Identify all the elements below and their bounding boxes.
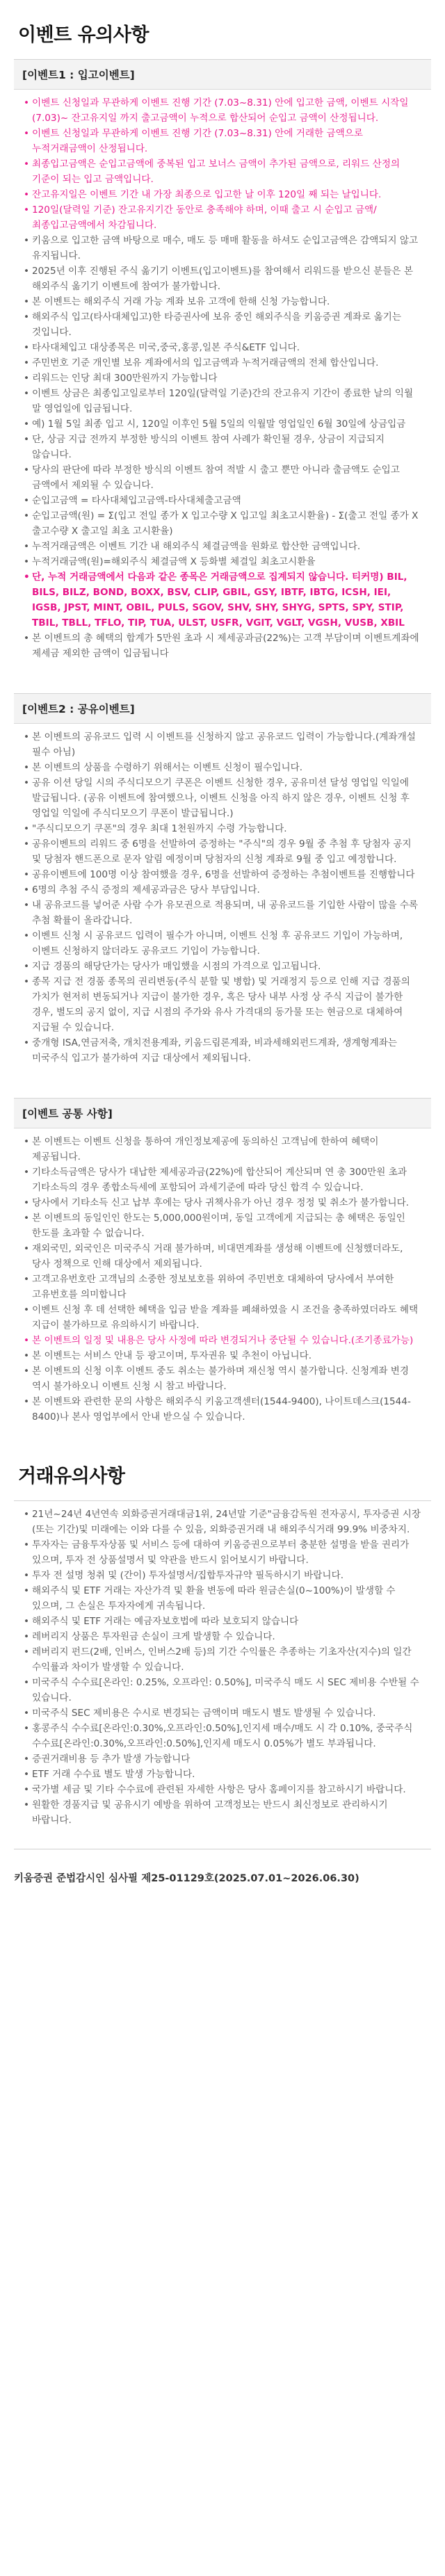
notice-item: • 6명의 추첨 주식 증정의 제세공과금은 당사 부담입니다. [24, 882, 421, 898]
notice-item: • 투자 전 설명 청취 및 (간이) 투자설명서/집합투자규약 필독하시기 바랍니다. [24, 1568, 421, 1583]
notice-item: • 본 이벤트의 일정 및 내용은 당사 사정에 따라 변경되거나 중단될 수 있습니다.(조기종료가능) [24, 1333, 421, 1348]
trade-notice-list [14, 1501, 431, 1839]
section-spacer [0, 672, 445, 693]
trade-notice-title: 거래유의사항 [18, 1466, 125, 1487]
notice-item: • 2025년 이후 진행된 주식 옮기기 이벤트(입고이벤트)를 참여해서 리워드를 받으신 분들은 본 해외주식 옮기기 이벤트에 참여가 불가합니다. [24, 264, 421, 294]
notice-item: • 키움으로 입고한 금액 바탕으로 매수, 매도 등 매매 활동을 하셔도 순입고금액은 감액되지 않고 유지됩니다. [24, 233, 421, 264]
notice-item: • 리워드는 인당 최대 300만원까지 가능합니다 [24, 371, 421, 386]
notice-item: • 공유이벤트의 리워드 중 6명을 선발하여 증정하는 "주식"의 경우 9월 중 추첨 후 당첨자 공지 및 당첨자 핸드폰으로 문자 알림 예정이며 당첨자의 신청 계좌로 9월 중 입고 예정합니다. [24, 836, 421, 867]
notice-item: • 예) 1월 5일 최종 입고 시, 120일 이후인 5월 5일의 익월말 영업일인 6월 30일에 상금입금 [24, 416, 421, 432]
notice-item: • 레버리지 펀드(2배, 인버스, 인버스2배 등)의 기간 수익률은 추종하는 기초자산(지수)의 일간 수익률과 차이가 발생할 수 있습니다. [24, 1644, 421, 1675]
event-notice-title: 이벤트 유의사항 [18, 24, 149, 46]
section-heading: [이벤트 공통 사항] [14, 1099, 431, 1128]
notice-item: • 본 이벤트는 이벤트 신청을 통하여 개인정보제공에 동의하신 고객님에 한하여 혜택이 제공됩니다. [24, 1134, 421, 1165]
notice-item: • 내 공유코드를 넣어준 사람 수가 유모권으로 적용되며, 내 공유코드를 기입한 사람이 많을 수록 추첨 확률이 올라갑니다. [24, 898, 421, 928]
notice-item: • 최종입고금액은 순입고금액에 중복된 입고 보너스 금액이 추가된 금액으로, 리워드 산정의 기준이 되는 입고 금액입니다. [24, 156, 421, 187]
notice-item: • 공유 이션 당일 시의 주식디모으기 쿠폰은 이벤트 신청한 경우, 공유미션 달성 영업일 익일에 발급됩니다. (공유 이벤트에 참여했으나, 이벤트 신청을 아직 하지 않은 경우, 이벤트 신청 후 영업일 익일에 주식디모으기 쿠폰이 발급됩니다.) [24, 775, 421, 821]
notice-item: • 해외주식 입고(타사대체입고)한 타증권사에 보유 중인 해외주식을 키움증권 계좌로 옮기는 것입니다. [24, 309, 421, 340]
section-heading: [이벤트2 : 공유이벤트] [14, 694, 431, 724]
notice-item: • 순입고금액(원) = Σ(입고 전일 종가 X 입고수량 X 입고일 최초고시환율) - Σ(출고 전일 종가 X 출고수량 X 출고일 최초 고시환율) [24, 508, 421, 539]
notice-item: • 중개형 ISA,연금저축, 개치전용계좌, 키움드림론계좌, 비과세해외펀드계좌, 생계형계좌는 미국주식 입고가 불가하여 지급 대상에서 제외됩니다. [24, 1035, 421, 1066]
notice-list [14, 90, 431, 672]
notice-item: • 본 이벤트와 관련한 문의 사항은 해외주식 키움고객센터(1544-9400), 나이트데스크(1544-8400)나 본사 영업부에서 안내 받으실 수 있습니다. [24, 1394, 421, 1425]
notice-item: • 고객고유번호란 고객님의 소중한 정보보호를 위하여 주민번호 대체하여 당사에서 부여한 고유번호를 의미합니다 [24, 1272, 421, 1302]
notice-item: • 해외주식 및 ETF 거래는 예금자보호법에 따라 보호되지 않습니다 [24, 1614, 421, 1629]
section-heading: [이벤트1 : 입고이벤트] [14, 60, 431, 90]
notice-item: • 본 이벤트의 신청 이후 이벤트 중도 취소는 불가하며 재신청 역시 불가합니다. 신청계좌 변경 역시 불가하오니 이벤트 신청 시 참고 바랍니다. [24, 1363, 421, 1394]
notice-item: • 주민번호 기준 개인별 보유 계좌에서의 입고금액과 누적거래금액의 전체 합산입니다. [24, 355, 421, 371]
notice-item: • 재외국민, 외국인은 미국주식 거래 불가하며, 비대면계좌를 생성해 이벤트에 신청했더라도, 당사 정책으로 인해 대상에서 제외됩니다. [24, 1241, 421, 1272]
notice-section-inbound-event [14, 59, 431, 672]
notice-item: • 21년~24년 4년연속 외화증권거래대금1위, 24년말 기준"금융감독원 전자공시, 투자증권 시장(또는 기간)및 미래에는 이와 다를 수 있음, 외화증권거래 내 해외주식거래 99.9% 비중차지. [24, 1507, 421, 1537]
notice-item: • 잔고유지일은 이벤트 기간 내 가장 최종으로 입고한 날 이후 120일 째 되는 날입니다. [24, 187, 421, 202]
notice-section-share-event [14, 693, 431, 1077]
compliance-footer: 키움증권 준법감시인 심사필 제25-01129호(2025.07.01~2026.06.30) [14, 1849, 431, 1899]
notice-item: • 본 이벤트의 공유코드 입력 시 이벤트를 신청하지 않고 공유코드 입력이 가능합니다.(계좌개설 필수 아님) [24, 729, 421, 760]
notice-item: • 원활한 경품지급 및 공유시기 예방을 위하여 고객정보는 반드시 최신정보로 관리하시기 바랍니다. [24, 1797, 421, 1828]
notice-item: • 누적거래금액은 이벤트 기간 내 해외주식 체결금액을 원화로 합산한 금액입니다. [24, 539, 421, 554]
notice-item: • 본 이벤트의 동일인인 한도는 5,000,000원이며, 동일 고객에게 지급되는 총 혜택은 동일인 한도를 초과할 수 없습니다. [24, 1210, 421, 1241]
notice-item: • 미국주식 SEC 제비용은 수시로 변경되는 금액이며 매도시 별도 발생될 수 있습니다. [24, 1706, 421, 1721]
notice-item: • 120일(달력일 기준) 잔고유지기간 동안로 충족해야 하며, 이때 출고 시 순입고 금액/최종입고금액에서 차감됩니다. [24, 202, 421, 233]
notice-item: • 이벤트 신청 시 공유코드 입력이 필수가 아니며, 이벤트 신청 후 공유코드 기입이 가능하며, 이벤트 신청하지 않더라도 공유코드 기입이 가능합니다. [24, 928, 421, 959]
notice-item: • 이벤트 상금은 최종입고일로부터 120일(달력일 기준)간의 잔고유지 기간이 종료한 날의 익월 말 영업일에 입금됩니다. [24, 386, 421, 416]
notice-item: • 본 이벤트는 서비스 안내 등 광고이며, 투자권유 및 추천이 아닙니다. [24, 1348, 421, 1363]
notice-item: • 본 이벤트의 상품을 수령하기 위해서는 이벤트 신청이 필수입니다. [24, 760, 421, 775]
notice-item: • 타사대체입고 대상종목은 미국,중국,홍콩,일본 주식&ETF 입니다. [24, 340, 421, 355]
notice-list [14, 1128, 431, 1436]
notice-item: • 투자자는 금융투자상품 및 서비스 등에 대하여 키움증권으로부터 충분한 설명을 받을 권리가 있으며, 투자 전 상품설명서 및 약관을 반드시 읽어보시기 바랍니다. [24, 1537, 421, 1568]
notice-item: • 이벤트 신청 후 데 선택한 혜택을 입금 받을 계좌를 폐쇄하였을 시 조건을 충족하였더라도 혜택 지급이 불가하므로 유의하시기 바랍니다. [24, 1302, 421, 1333]
notice-item: • 당사의 판단에 따라 부정한 방식의 이벤트 참여 적발 시 출고 뿐만 아니라 출금액도 순입고 금액에서 제외될 수 있습니다. [24, 462, 421, 493]
notice-item: • 기타소득금액은 당사가 대납한 제세공과금(22%)에 합산되어 계산되며 연 총 300만원 초과 기타소득의 경우 종합소득세에 포함되어 과세기준에 따라 당신 합격 수 있습니다. [24, 1165, 421, 1195]
notice-item: • 단, 누적 거래금액에서 다음과 같은 종목은 거래금액으로 집계되지 않습니다. 티커명) BIL, BILS, BILZ, BOND, BOXX, BSV, CLIP, GBIL, GSY, IBTF, IBTG, ICSH, IEI, IGSB, JPST, MINT, OBIL, PULS, SGOV, SHV, SHY, SHYG, SPTS, SPY, STIP, TBIL, TBLL, TFLO, TIP, TUA, ULST, USFR, VGIT, VGLT, VGSH, VUSB, XBIL [24, 569, 421, 631]
trade-notice-section [14, 1500, 431, 1839]
notice-item: • 공유이벤트에 100명 이상 참여했을 경우, 6명을 선발하여 증정하는 추첨이벤트를 진행합니다 [24, 867, 421, 882]
notice-item: • 레버리지 상품은 투자원금 손실이 크게 발생할 수 있습니다. [24, 1629, 421, 1644]
notice-item: • 단, 상금 지급 전까지 부정한 방식의 이벤트 참여 사례가 확인될 경우, 상금이 지급되지 않습니다. [24, 432, 421, 462]
notice-list [14, 724, 431, 1077]
notice-item: • 홍콩주식 수수료[온라인:0.30%,오프라인:0.50%],인지세 매수/매도 시 각 0.10%, 중국주식 수수료[온라인:0.30%,오프라인:0.50%],인지세 매도시 0.05%가 별도 부과됩니다. [24, 1721, 421, 1751]
notice-item: • 본 이벤트의 총 혜택의 합계가 5만원 초과 시 제세공과금(22%)는 고객 부담이며 이벤트계좌에 제세금 제외한 금액이 입금됩니다 [24, 631, 421, 661]
notice-item: • 종목 지급 전 경품 종목의 권리변동(주식 분할 및 병합) 및 거래정지 등으로 인해 지급 경품의 가치가 현저히 변동되거나 지급이 불가한 경우, 혹은 당사 내부 사정 상 주식 지급이 불가한 경우, 별도의 공지 없이, 지급 시점의 주가와 유사 가격대의 동가물 또는 현금으로 대체하여 지급될 수 있습니다. [24, 974, 421, 1035]
section-spacer [0, 1077, 445, 1098]
notice-item: • 순입고금액 = 타사대체입고금액-타사대체출고금액 [24, 493, 421, 508]
notice-item: • 당사에서 기타소득 신고 납부 후에는 당사 귀책사유가 아닌 경우 정정 및 취소가 불가합니다. [24, 1195, 421, 1210]
notice-item: • 누적거래금액(원)=해외주식 체결금액 X 등화별 체결일 최초고시환율 [24, 554, 421, 569]
notice-item: • 미국주식 수수료[온라인: 0.25%, 오프라인: 0.50%], 미국주식 매도 시 SEC 제비용 수반될 수 있습니다. [24, 1675, 421, 1706]
notice-item: • 이벤트 신청일과 무관하게 이벤트 진행 기간 (7.03~8.31) 안에 입고한 금액, 이벤트 시작일(7.03)~ 잔고유지일 까지 출고금액이 누적으로 합산되어 순입고 금액이 산정됩니다. [24, 95, 421, 126]
notice-item: • 지급 경품의 해당단가는 당사가 매입했을 시점의 가격으로 입고됩니다. [24, 959, 421, 974]
notice-item: • 이벤트 신청일과 무관하게 이벤트 진행 기간 (7.03~8.31) 안에 거래한 금액으로 누적거래금액이 산정됩니다. [24, 126, 421, 156]
notice-item: • ETF 거래 수수료 별도 발생 가능합니다. [24, 1767, 421, 1782]
notice-item: • 증권거래비용 등 추가 발생 가능합니다 [24, 1751, 421, 1767]
notice-item: • 국가별 세금 및 기타 수수료에 관련된 자세한 사항은 당사 홈페이지를 참고하시기 바랍니다. [24, 1782, 421, 1797]
notice-item: • "주식디모으기 쿠폰"의 경우 최대 1천원까지 수령 가능합니다. [24, 821, 421, 836]
notice-item: • 본 이벤트는 해외주식 거래 가능 계좌 보유 고객에 한해 신청 가능합니다. [24, 294, 421, 309]
notice-section-common [14, 1098, 431, 1436]
notice-item: • 해외주식 및 ETF 거래는 자산가격 및 환율 변동에 따라 원금손실(0~100%)이 발생할 수 있으며, 그 손실은 투자자에게 귀속됩니다. [24, 1583, 421, 1614]
